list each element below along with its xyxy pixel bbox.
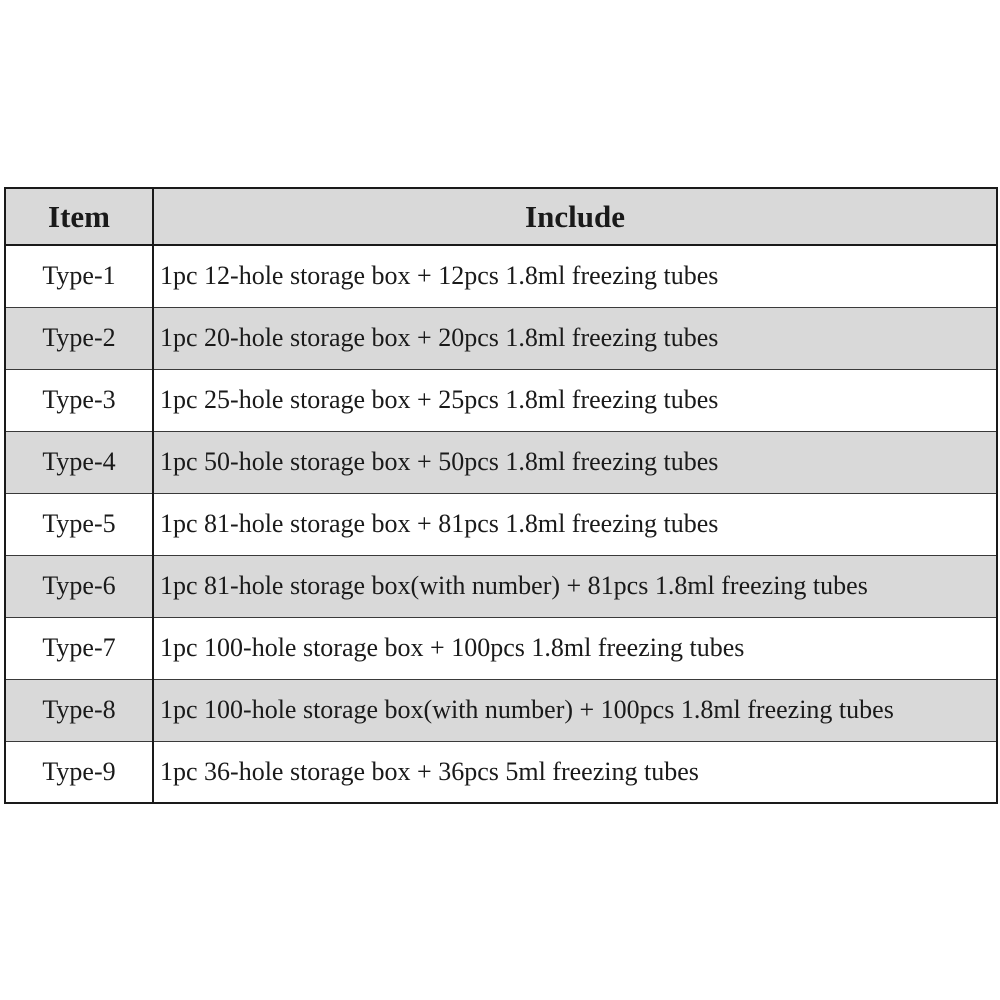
header-item: Item: [5, 188, 153, 245]
table-row: [5, 369, 997, 431]
include-cell: 1pc 25-hole storage box + 25pcs 1.8ml freezing tubes: [153, 369, 997, 431]
include-cell: 1pc 81-hole storage box + 81pcs 1.8ml freezing tubes: [153, 493, 997, 555]
item-cell: Type-2: [5, 307, 153, 369]
table-row: [5, 555, 997, 617]
table-row: [5, 431, 997, 493]
table-row: [5, 617, 997, 679]
include-cell: 1pc 36-hole storage box + 36pcs 5ml freezing tubes: [153, 741, 997, 803]
item-cell: Type-4: [5, 431, 153, 493]
include-cell: 1pc 100-hole storage box + 100pcs 1.8ml freezing tubes: [153, 617, 997, 679]
table-header-row: [5, 188, 997, 245]
table-row: [5, 245, 997, 307]
table-row: [5, 307, 997, 369]
item-cell: Type-1: [5, 245, 153, 307]
package-contents-table: [4, 187, 998, 804]
item-cell: Type-7: [5, 617, 153, 679]
item-cell: Type-5: [5, 493, 153, 555]
item-cell: Type-8: [5, 679, 153, 741]
include-cell: 1pc 12-hole storage box + 12pcs 1.8ml freezing tubes: [153, 245, 997, 307]
include-cell: 1pc 81-hole storage box(with number) + 81pcs 1.8ml freezing tubes: [153, 555, 997, 617]
include-cell: 1pc 50-hole storage box + 50pcs 1.8ml freezing tubes: [153, 431, 997, 493]
table-row: [5, 493, 997, 555]
table-row: [5, 741, 997, 803]
item-cell: Type-9: [5, 741, 153, 803]
item-cell: Type-3: [5, 369, 153, 431]
include-cell: 1pc 100-hole storage box(with number) + 100pcs 1.8ml freezing tubes: [153, 679, 997, 741]
header-include: Include: [153, 188, 997, 245]
table-row: [5, 679, 997, 741]
item-cell: Type-6: [5, 555, 153, 617]
include-cell: 1pc 20-hole storage box + 20pcs 1.8ml freezing tubes: [153, 307, 997, 369]
package-contents-table-wrapper: [4, 187, 996, 804]
